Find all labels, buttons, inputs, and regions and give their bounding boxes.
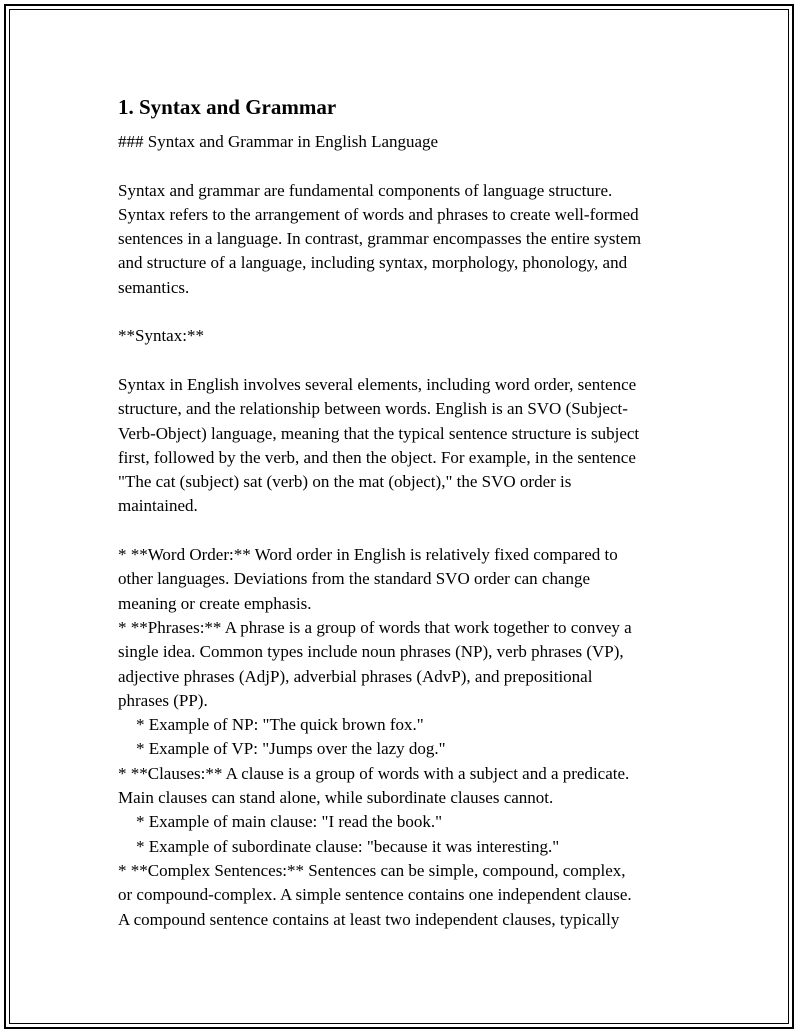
bullet-line: meaning or create emphasis. (118, 593, 312, 613)
clause-examples (118, 810, 698, 859)
syntax-line: structure, and the relationship between words. English is an SVO (Subject- (118, 399, 628, 419)
sub-bullet-line: * Example of subordinate clause: "because it was interesting." (136, 836, 560, 856)
intro-line: Syntax and grammar are fundamental components of language structure. (118, 180, 613, 200)
syntax-paragraph (118, 373, 698, 519)
document-body (118, 94, 698, 932)
sub-bullet-line: * Example of main clause: "I read the book." (136, 812, 443, 832)
bullet-line: * **Complex Sentences:** Sentences can be simple, compound, complex, (118, 860, 626, 880)
paragraph-gap (118, 154, 698, 178)
syntax-line: "The cat (subject) sat (verb) on the mat (object)," the SVO order is (118, 472, 572, 492)
section-heading: 1. Syntax and Grammar (118, 95, 337, 119)
paragraph-gap (118, 519, 698, 543)
bullet-line: adjective phrases (AdjP), adverbial phrases (AdvP), and prepositional (118, 666, 593, 686)
bullet-line: * **Phrases:** A phrase is a group of words that work together to convey a (118, 617, 632, 637)
bullet-phrases (118, 616, 698, 713)
paragraph-gap (118, 349, 698, 373)
paragraph-gap (118, 300, 698, 324)
intro-line: sentences in a language. In contrast, grammar encompasses the entire system (118, 229, 642, 249)
bullet-line: phrases (PP). (118, 690, 208, 710)
sub-bullet-line: * Example of VP: "Jumps over the lazy dog." (136, 739, 446, 759)
sub-bullet-line: * Example of NP: "The quick brown fox." (136, 715, 424, 735)
intro-paragraph (118, 179, 698, 300)
bullet-clauses (118, 762, 698, 811)
syntax-line: Syntax in English involves several elements, including word order, sentence (118, 374, 637, 394)
bullet-line: other languages. Deviations from the standard SVO order can change (118, 569, 591, 589)
syntax-label: **Syntax:** (118, 326, 204, 346)
syntax-line: Verb-Object) language, meaning that the typical sentence structure is subject (118, 423, 640, 443)
syntax-line: first, followed by the verb, and then the object. For example, in the sentence (118, 447, 636, 467)
bullet-line: A compound sentence contains at least two independent clauses, typically (118, 909, 620, 929)
bullet-line: Main clauses can stand alone, while subordinate clauses cannot. (118, 788, 554, 808)
intro-line: and structure of a language, including syntax, morphology, phonology, and (118, 253, 628, 273)
bullet-complex-sentences (118, 859, 698, 932)
bullet-line: single idea. Common types include noun phrases (NP), verb phrases (VP), (118, 642, 624, 662)
subheading: ### Syntax and Grammar in English Language (118, 132, 439, 151)
phrase-examples (118, 713, 698, 762)
bullet-word-order (118, 543, 698, 616)
bullet-line: * **Word Order:** Word order in English is relatively fixed compared to (118, 545, 618, 565)
intro-line: semantics. (118, 277, 190, 297)
bullet-line: or compound-complex. A simple sentence contains one independent clause. (118, 885, 632, 905)
intro-line: Syntax refers to the arrangement of words and phrases to create well-formed (118, 204, 639, 224)
syntax-line: maintained. (118, 496, 198, 516)
bullet-line: * **Clauses:** A clause is a group of words with a subject and a predicate. (118, 763, 630, 783)
